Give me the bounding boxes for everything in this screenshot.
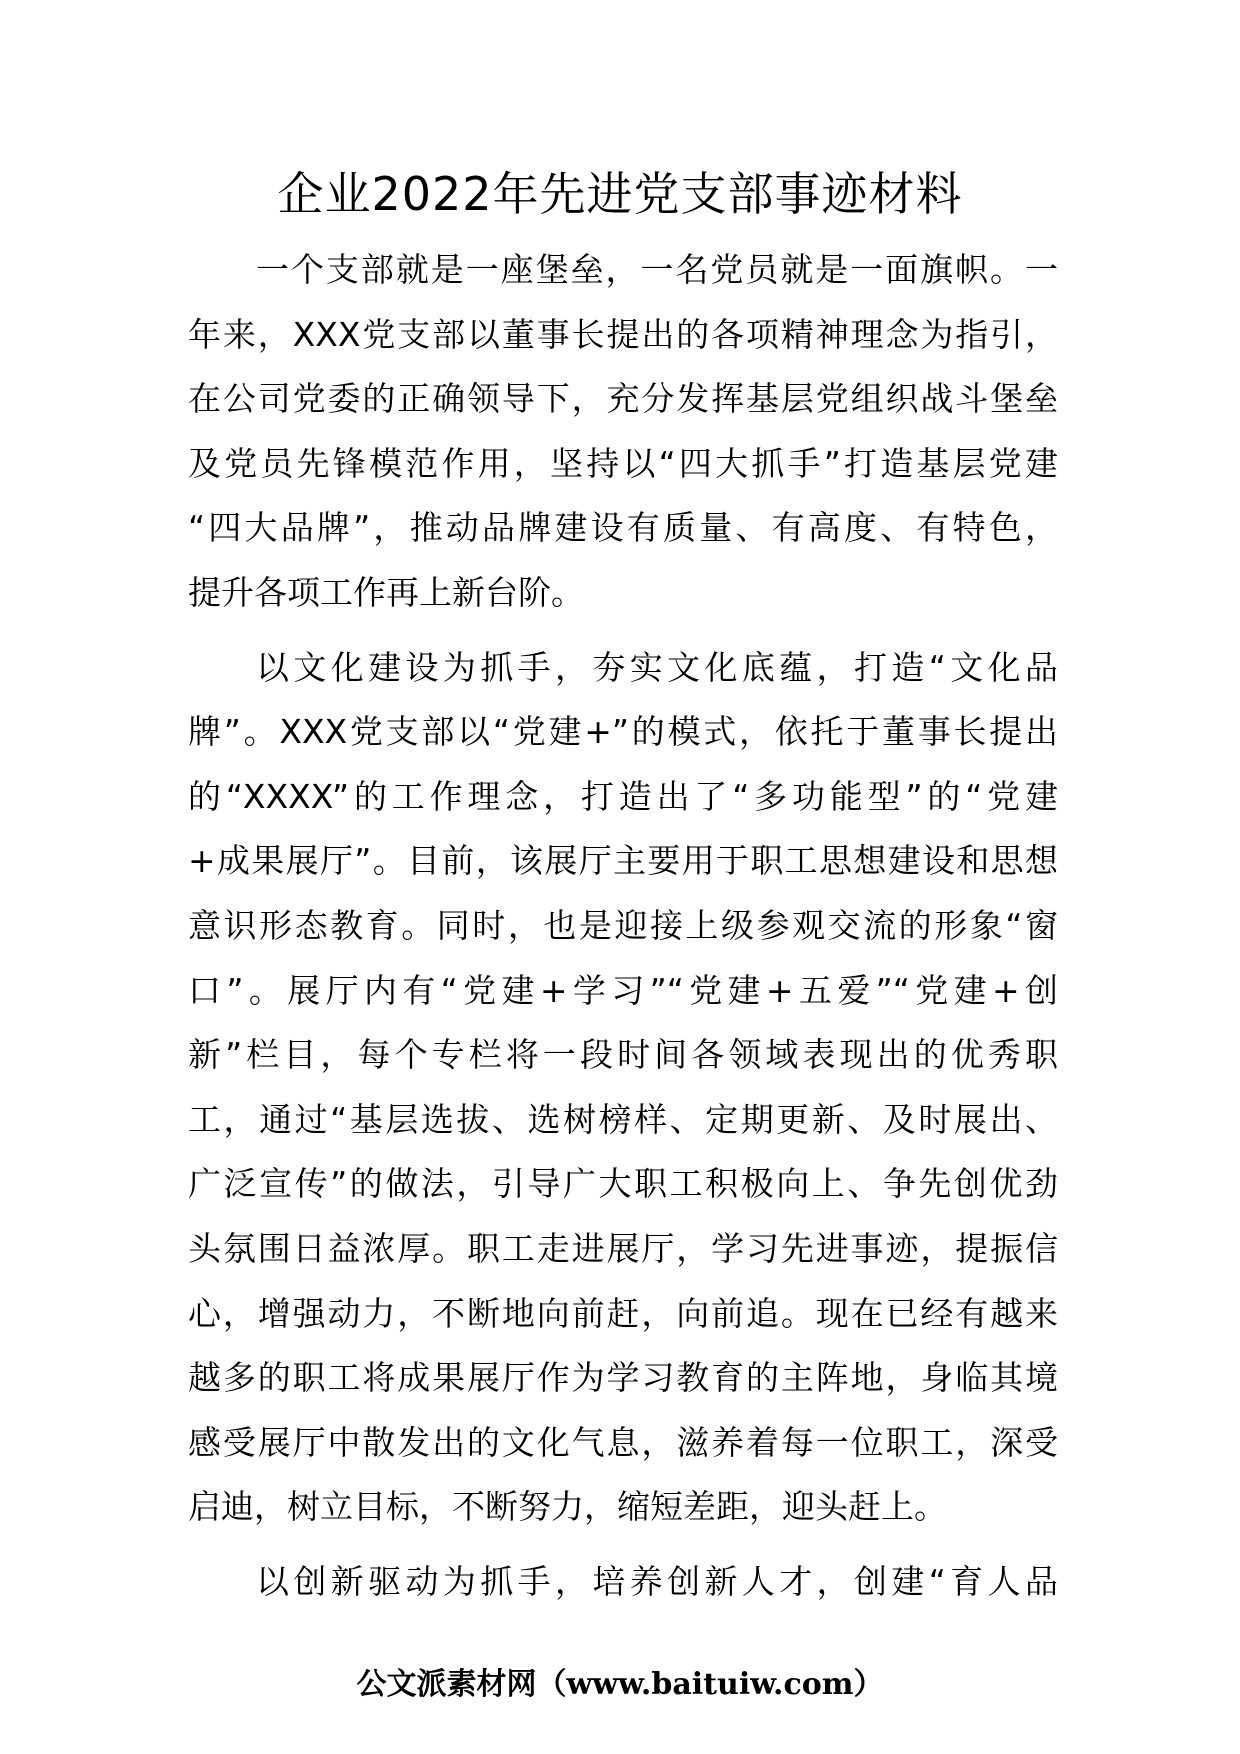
text-line: 以文化建设为抓手，夯实文化底蕴，打造“文化品 bbox=[256, 647, 1058, 687]
text-line: 在公司党委的正确领导下，充分发挥基层党组织战斗堡垒 bbox=[188, 379, 1058, 419]
text-line: 工，通过“基层选拔、选树榜样、定期更新、及时展出、 bbox=[188, 1099, 1058, 1139]
text-line: +成果展厅”。目前，该展厅主要用于职工思想建设和思想 bbox=[188, 841, 1058, 881]
page-footer-watermark: 公文派素材网（www.baituiw.com） bbox=[356, 1667, 884, 1702]
text-line: 及党员先锋模范作用，坚持以“四大抓手”打造基层党建 bbox=[188, 443, 1058, 483]
text-line: 的“XXXX”的工作理念，打造出了“多功能型”的“党建 bbox=[188, 776, 1058, 816]
document-title: 企业2022年先进党支部事迹材料 bbox=[277, 167, 963, 221]
text-line: 以创新驱动为抓手，培养创新人才，创建“育人品 bbox=[256, 1561, 1058, 1601]
text-line: 广泛宣传”的做法，引导广大职工积极向上、争先创优劲 bbox=[188, 1164, 1058, 1204]
paragraph bbox=[188, 1550, 1058, 1615]
text-line: 新”栏目，每个专栏将一段时间各领域表现出的优秀职 bbox=[188, 1035, 1058, 1075]
text-line: 意识形态教育。同时，也是迎接上级参观交流的形象“窗 bbox=[188, 905, 1058, 945]
paragraph bbox=[188, 636, 1058, 1540]
text-line: “四大品牌”，推动品牌建设有质量、有高度、有特色， bbox=[188, 508, 1058, 548]
text-line: 口”。展厅内有“党建+学习”“党建+五爱”“党建+创 bbox=[188, 970, 1058, 1010]
text-line: 一个支部就是一座堡垒，一名党员就是一面旗帜。一 bbox=[256, 250, 1058, 289]
document-body bbox=[188, 238, 1058, 1614]
text-line: 年来，XXX党支部以董事长提出的各项精神理念为指引， bbox=[188, 314, 1058, 354]
text-line: 提升各项工作再上新台阶。 bbox=[188, 572, 584, 612]
text-line: 头氛围日益浓厚。职工走进展厅，学习先进事迹，提振信 bbox=[188, 1228, 1058, 1268]
text-line: 牌”。XXX党支部以“党建+”的模式，依托于董事长提出 bbox=[188, 712, 1058, 752]
text-line: 越多的职工将成果展厅作为学习教育的主阵地，身临其境 bbox=[188, 1358, 1058, 1398]
text-line: 感受展厅中散发出的文化气息，滋养着每一位职工，深受 bbox=[188, 1422, 1058, 1462]
paragraph bbox=[188, 238, 1058, 626]
text-line: 启迪，树立目标，不断努力，缩短差距，迎头赶上。 bbox=[188, 1487, 947, 1527]
text-line: 心，增强动力，不断地向前赶，向前追。现在已经有越来 bbox=[188, 1293, 1058, 1333]
